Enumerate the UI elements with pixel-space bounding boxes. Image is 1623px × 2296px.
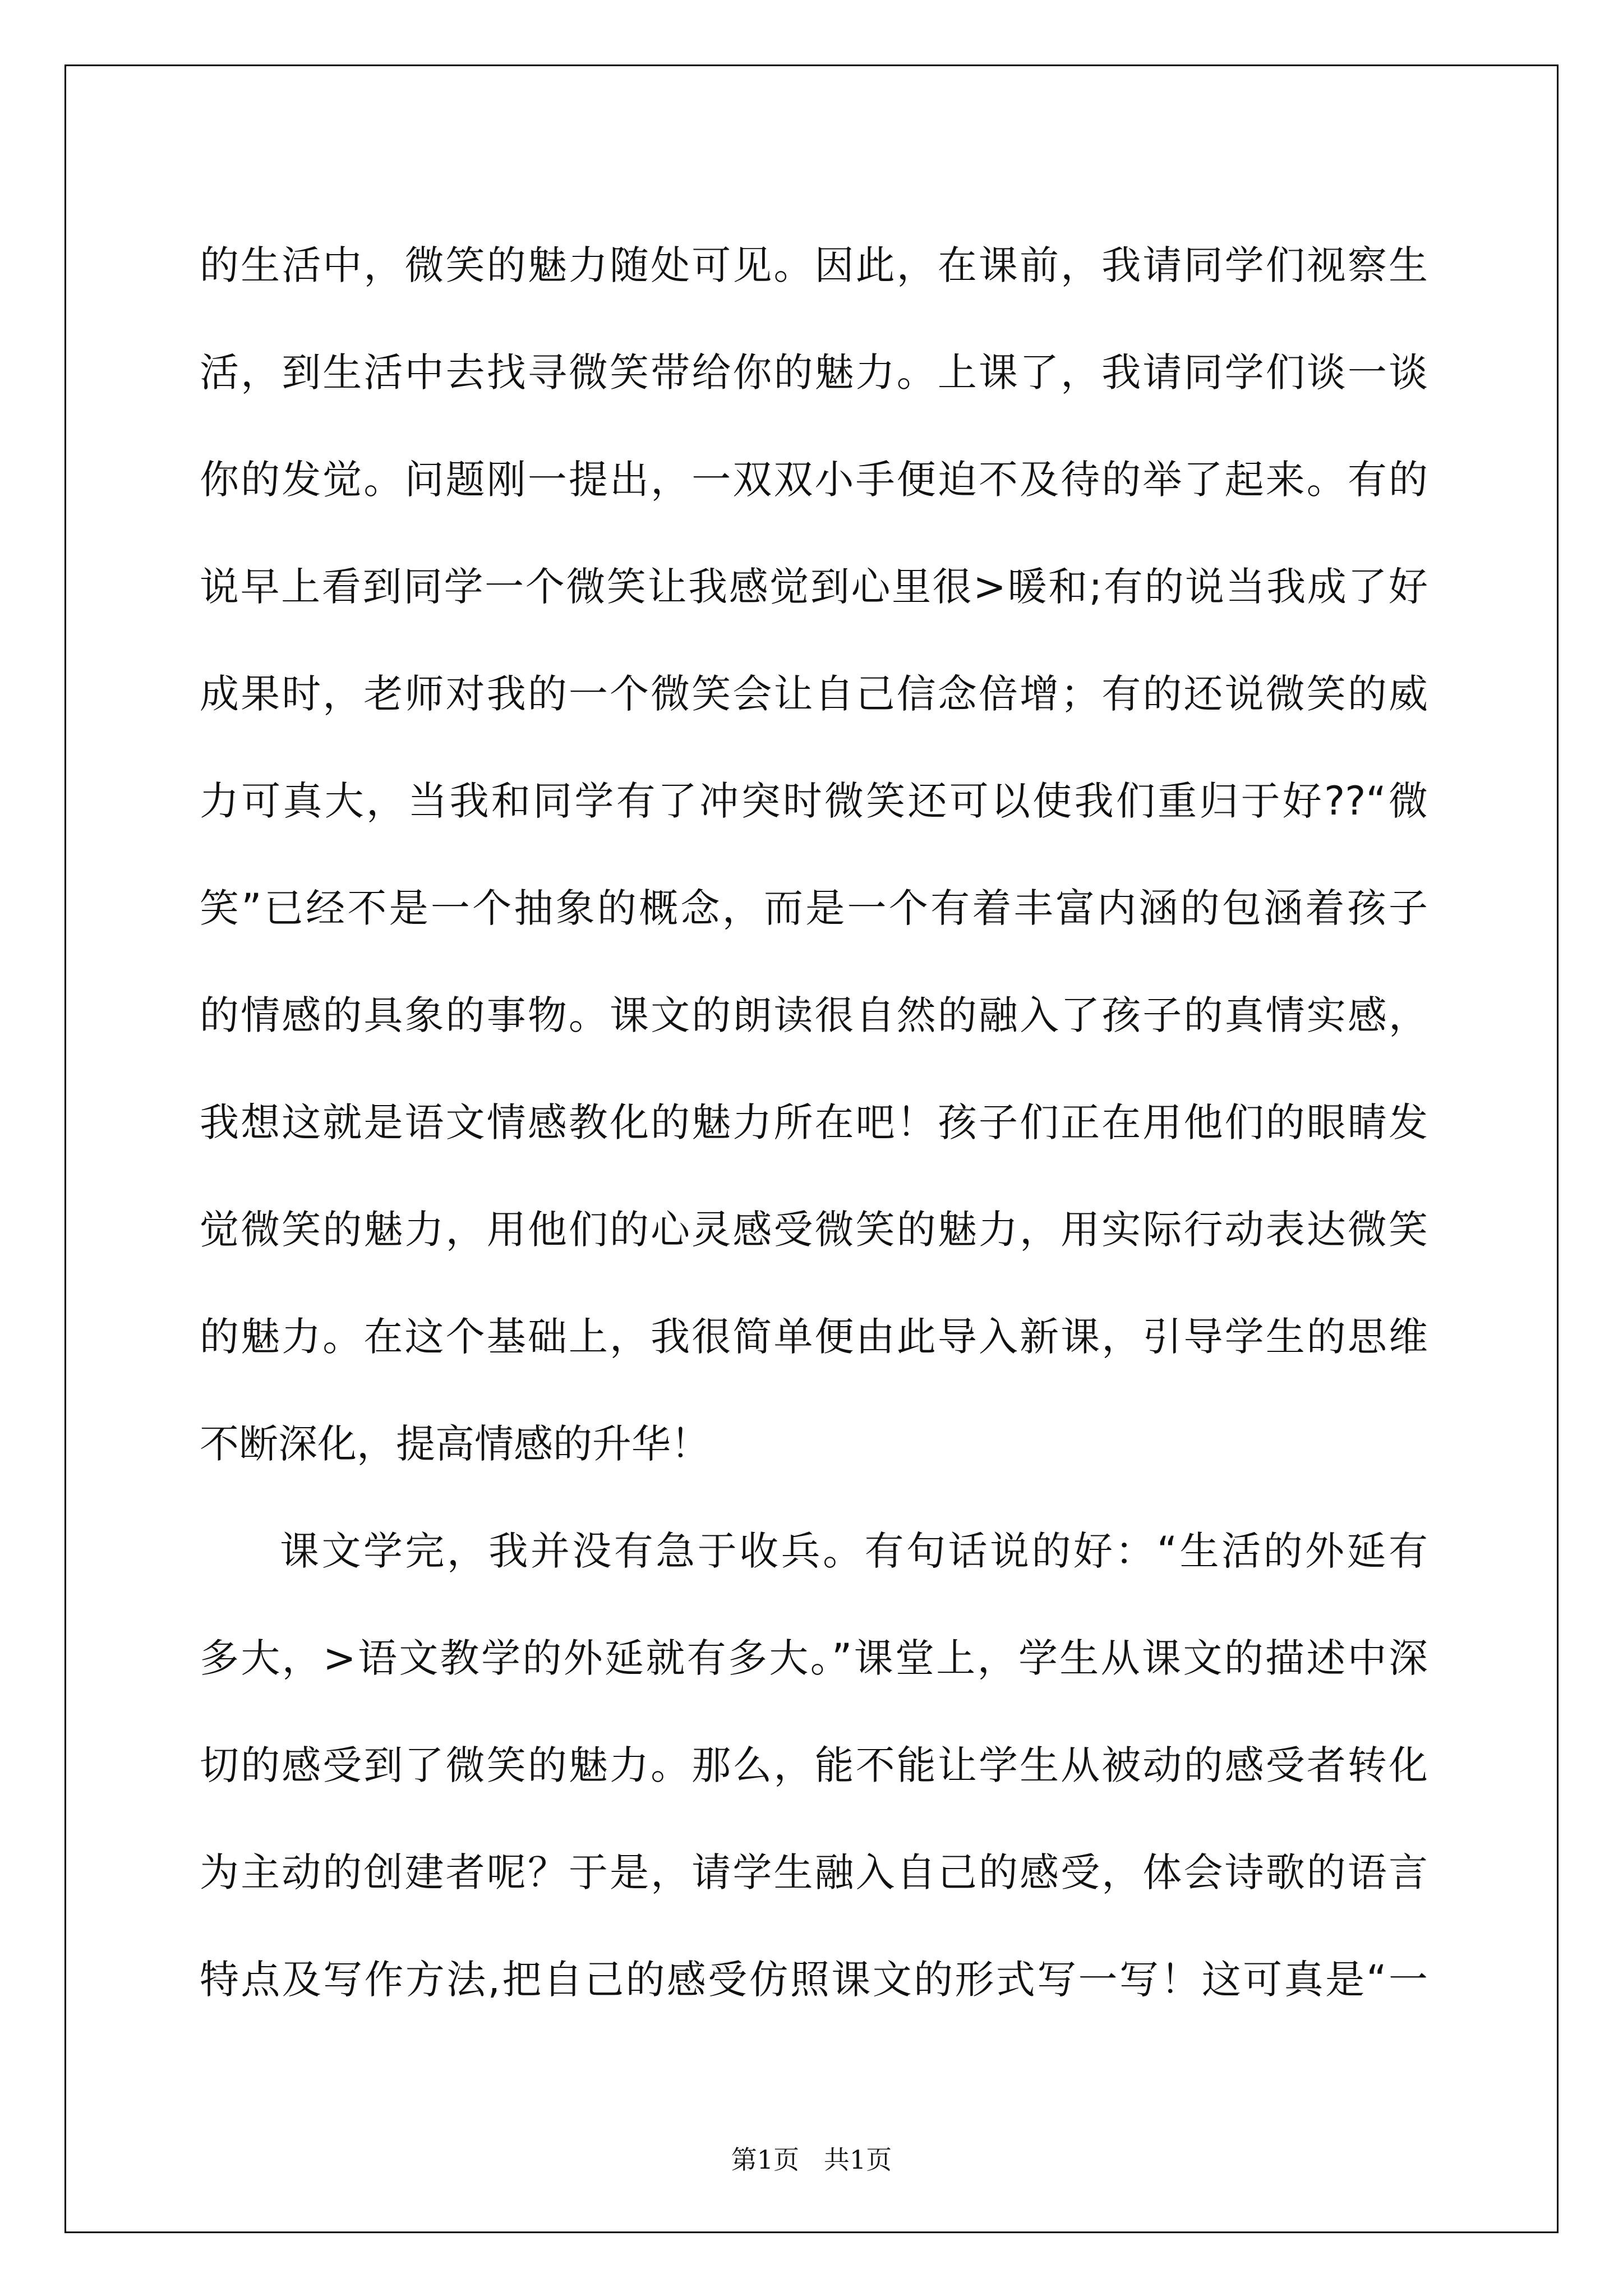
- text-line: 课文学完，我并没有急于收兵。有句话说的好：“生活的外延有: [280, 1528, 1428, 1574]
- text-line: 笑”已经不是一个抽象的概念，而是一个有着丰富内涵的包涵着孩子: [200, 885, 1428, 931]
- text-line: 我想这就是语文情感教化的魅力所在吧！孩子们正在用他们的眼睛发: [200, 1099, 1428, 1145]
- text-line: 力可真大，当我和同学有了冲突时微笑还可以使我们重归于好??“微: [200, 778, 1428, 824]
- text-line: 多大，>语文教学的外延就有多大。”课堂上，学生从课文的描述中深: [200, 1635, 1428, 1681]
- text-line: 的魅力。在这个基础上，我很简单便由此导入新课，引导学生的思维: [200, 1314, 1428, 1360]
- text-line: 为主动的创建者呢？于是，请学生融入自己的感受，体会诗歌的语言: [200, 1849, 1428, 1895]
- text-line: 你的发觉。问题刚一提出，一双双小手便迫不及待的举了起来。有的: [200, 457, 1428, 503]
- text-line: 不断深化，提高情感的升华！: [200, 1421, 710, 1467]
- text-line: 的情感的具象的事物。课文的朗读很自然的融入了孩子的真情实感，: [200, 992, 1428, 1038]
- page-number-footer: 第1页 共1页: [731, 2145, 892, 2175]
- text-line: 切的感受到了微笑的魅力。那么，能不能让学生从被动的感受者转化: [200, 1742, 1428, 1788]
- text-line: 的生活中，微笑的魅力随处可见。因此，在课前，我请同学们视察生: [200, 242, 1428, 288]
- document-body: [200, 212, 1428, 2033]
- text-line: 成果时，老师对我的一个微笑会让自己信念倍增；有的还说微笑的威: [200, 671, 1428, 717]
- text-line: 觉微笑的魅力，用他们的心灵感受微笑的魅力，用实际行动表达微笑: [200, 1207, 1428, 1253]
- text-line: 说早上看到同学一个微笑让我感觉到心里很>暖和;有的说当我成了好: [200, 564, 1428, 610]
- text-line: 特点及写作方法,把自己的感受仿照课文的形式写一写！这可真是“一: [200, 1957, 1428, 2003]
- text-line: 活，到生活中去找寻微笑带给你的魅力。上课了，我请同学们谈一谈: [200, 349, 1428, 395]
